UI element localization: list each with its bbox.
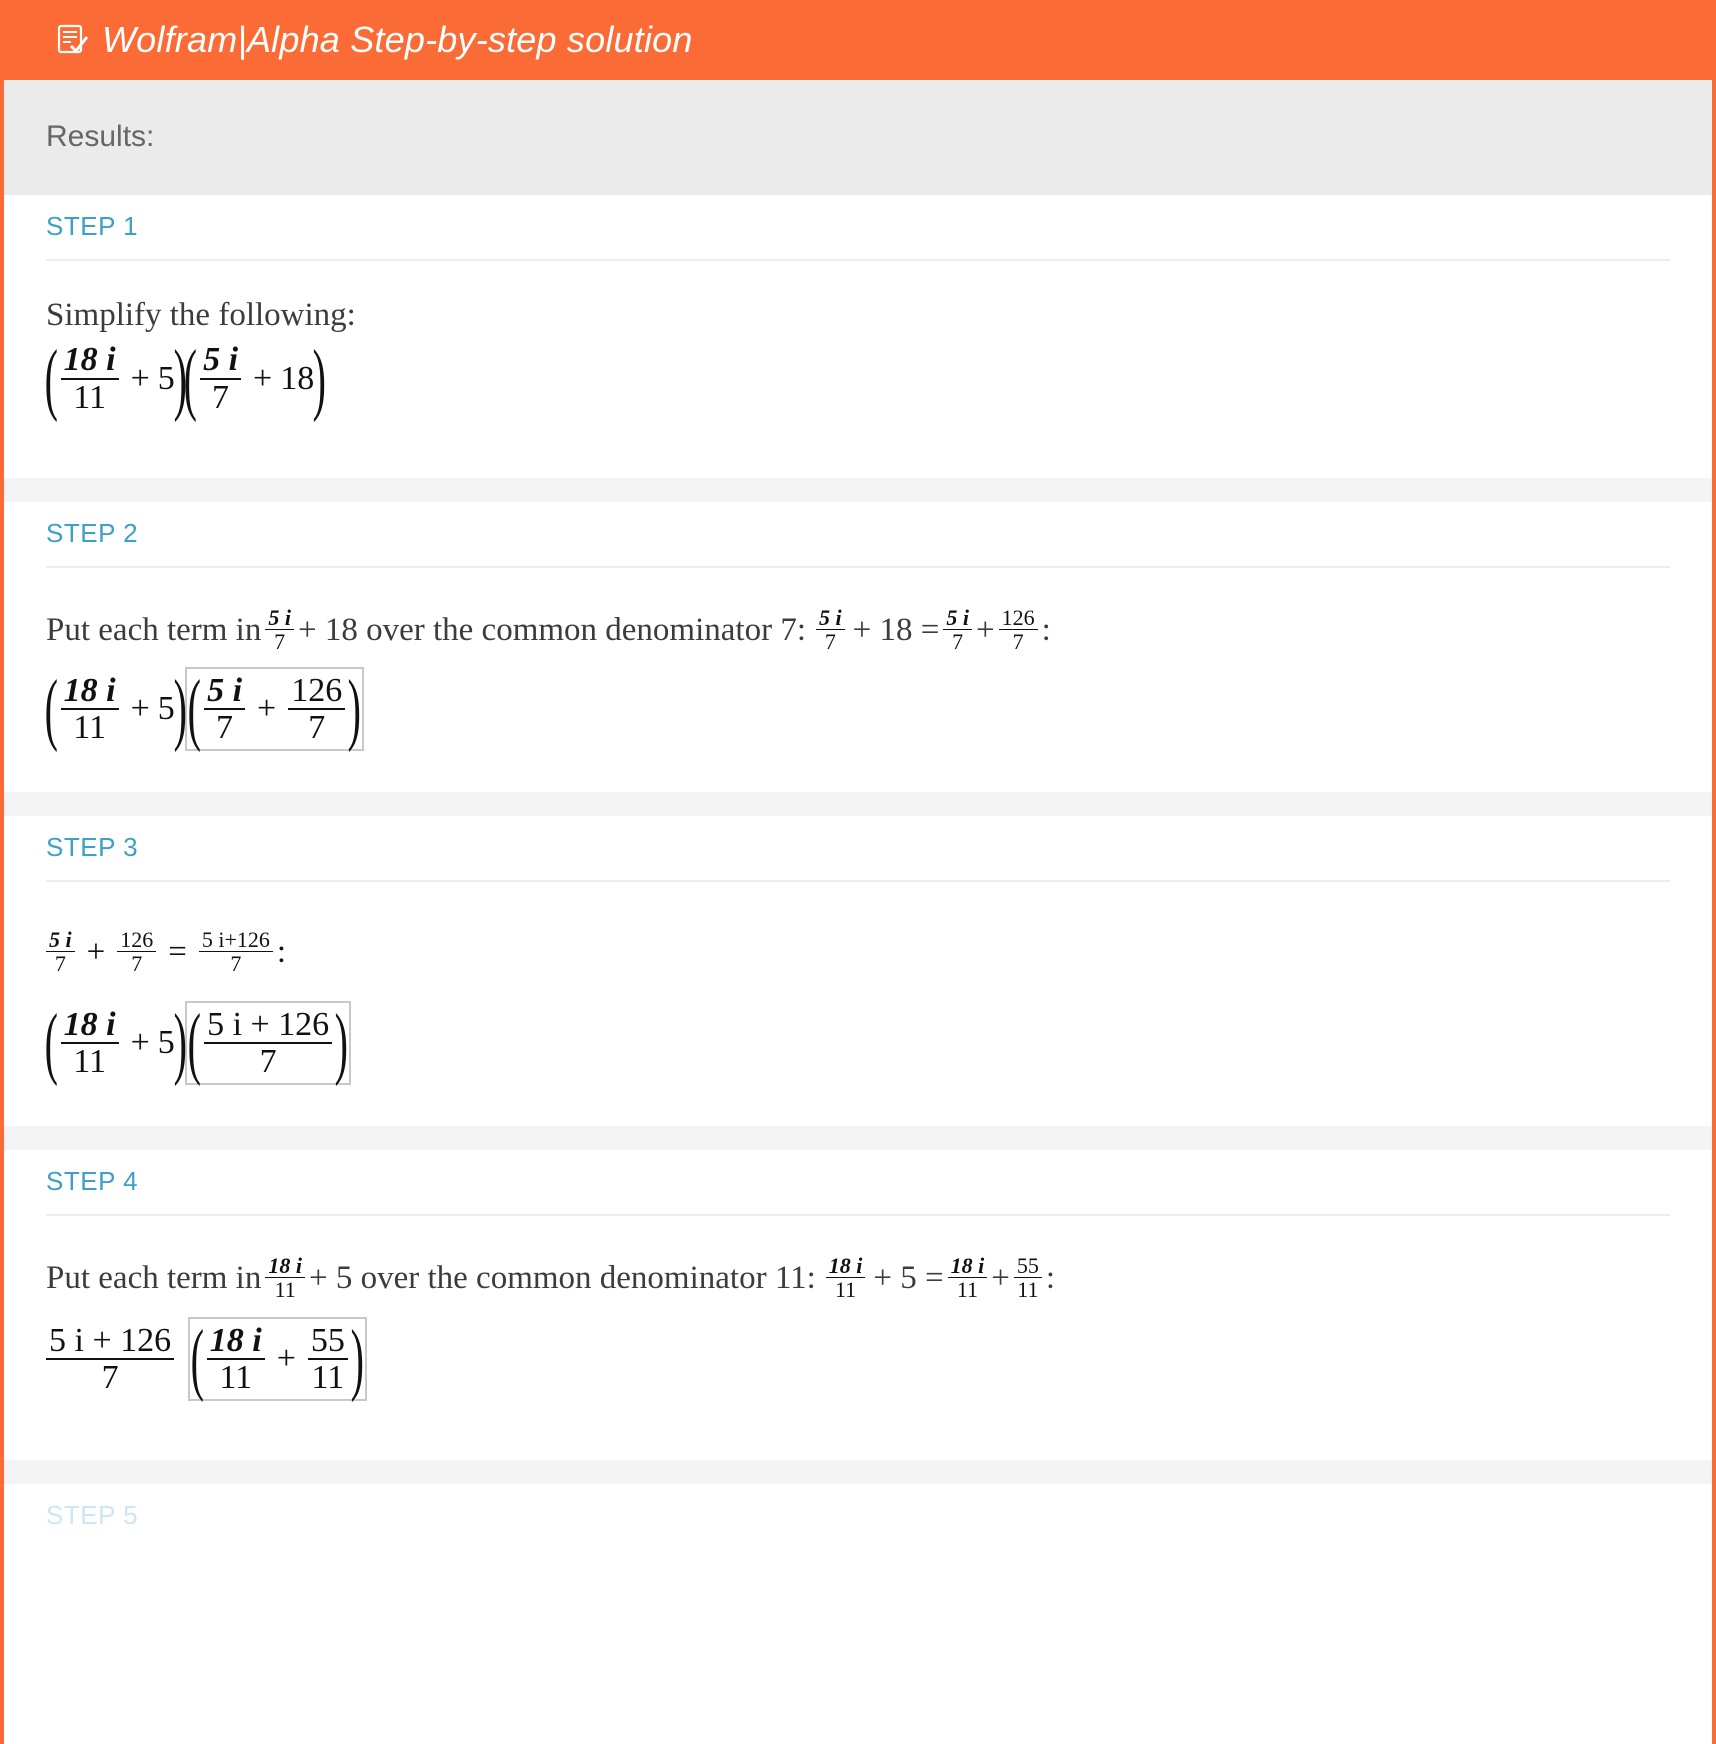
step-title: STEP 2	[46, 518, 139, 548]
step-title: STEP 1	[46, 211, 139, 241]
step-card-3	[4, 816, 1712, 1126]
results-label: Results:	[46, 120, 155, 153]
highlight-box: ( $\frac{5 i}{7}$ + $\frac{126}{7}$ )	[185, 667, 363, 751]
highlight-box: ( $\frac{18 i}{11}$ + $\frac{55}{11}$ )	[188, 1317, 366, 1401]
checklist-icon	[56, 23, 90, 57]
highlight-box: ( $\frac{5 i + 126}{7}$ )	[185, 1001, 350, 1085]
expression: $\frac{5 i + 126}{7}$ ( $\frac{18 i}{11}$ + $\frac{55}{11}$ )	[46, 1317, 1670, 1401]
expression: ( $\frac{18 i}{11}$ + 5 ) ( $\frac{5 i}{7}$ + $\frac{126}{7}$ )	[46, 667, 1670, 751]
step-card-5	[4, 1484, 1712, 1744]
step-card-4	[4, 1150, 1712, 1460]
step-text: Put each term in $\frac{5 i}{7}$ + 18 over the common denominator 7: $\frac{5 i}{7}$ + 18 = $\frac{5 i}{7}$ + $\frac{126}{7}$ :	[46, 605, 1051, 655]
expression: ( $\frac{18 i}{11}$ + 5 ) ( $\frac{5 i}{7}$ + 18 )	[44, 335, 327, 423]
step-text: Put each term in $\frac{18 i}{11}$ + 5 over the common denominator 11: $\frac{18 i}{11}$ + 5 = $\frac{18 i}{11}$ + $\frac{55}{11}$ :	[46, 1253, 1056, 1303]
divider	[46, 880, 1670, 882]
results-panel	[4, 80, 1712, 1744]
divider	[46, 259, 1670, 261]
expression: ( $\frac{18 i}{11}$ + 5 ) ( $\frac{5 i + 126}{7}$ )	[46, 1001, 1670, 1085]
step-title: STEP 5	[46, 1500, 139, 1530]
app-header	[0, 0, 1716, 80]
step-title: STEP 3	[46, 832, 139, 862]
results-bar	[4, 80, 1712, 195]
step-card-2	[4, 502, 1712, 792]
app-title: Wolfram|Alpha Step-by-step solution	[102, 19, 693, 60]
divider	[46, 1214, 1670, 1216]
step-text: Simplify the following:	[46, 297, 356, 333]
step-title: STEP 4	[46, 1166, 139, 1196]
divider	[46, 566, 1670, 568]
step-card-1	[4, 195, 1712, 478]
step-text: $\frac{5 i}{7}$ + $\frac{126}{7}$ = $\frac{5 i+126}{7}$ :	[46, 928, 1670, 975]
